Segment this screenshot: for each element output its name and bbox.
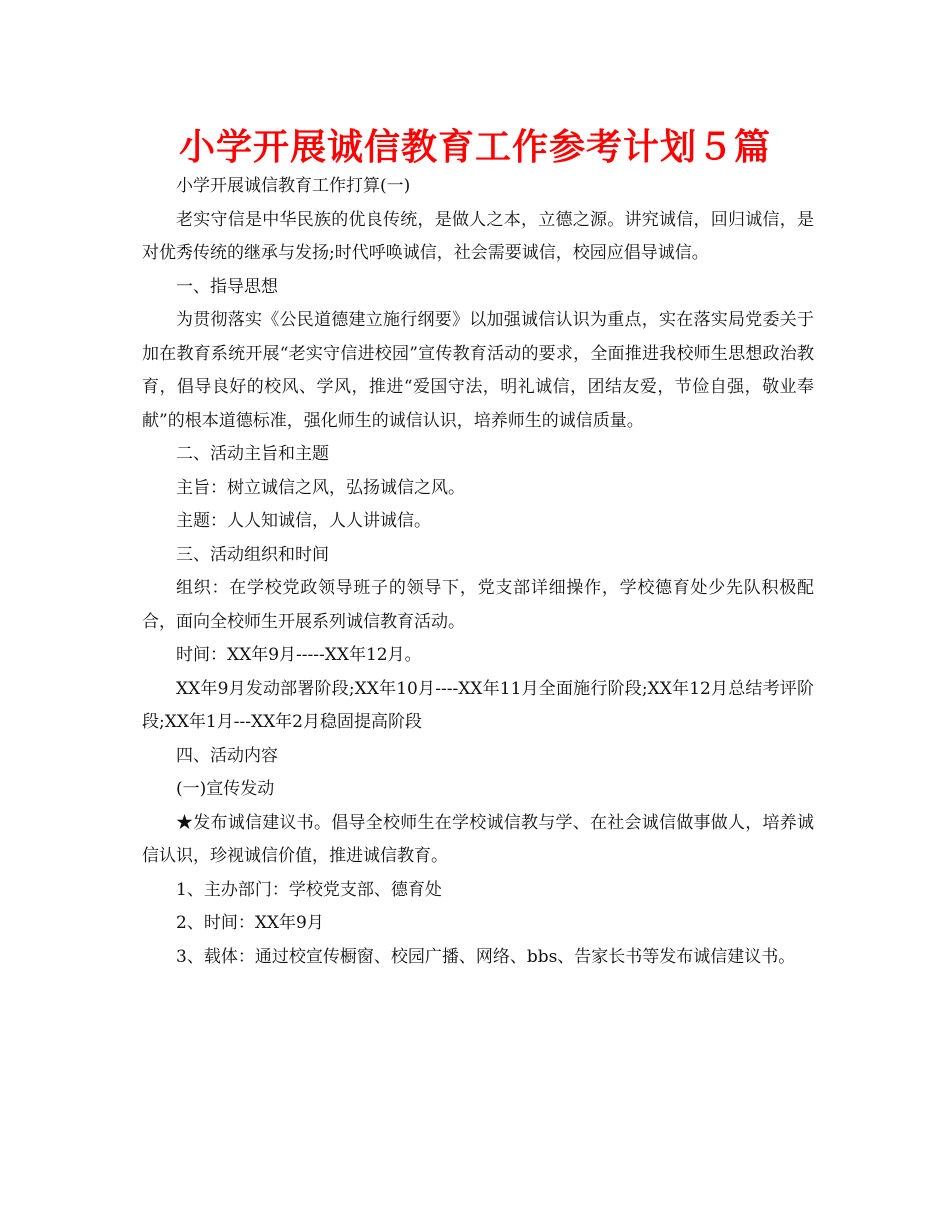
paragraph: 组织：在学校党政领导班子的领导下，党支部详细操作，学校德育处少先队积极配合，面向全校师生开展系列诚信教育活动。 [142,578,814,632]
paragraph: 老实守信是中华民族的优良传统，是做人之本，立德之源。讲究诚信，回归诚信，是对优秀传统的继承与发扬;时代呼唤诚信，社会需要诚信，校园应倡导诚信。 [142,209,814,263]
section-heading: 三、活动组织和时间 [176,544,329,565]
paragraph-subtitle: 小学开展诚信教育工作打算(一) [176,176,411,196]
document-title: 小学开展诚信教育工作参考计划５篇 [178,127,771,168]
paragraph: ★发布诚信建议书。倡导全校师生在学校诚信教与学、在社会诚信做事做人，培养诚信认识，珍视诚信价值，推进诚信教育。 [142,812,814,866]
section-heading: 四、活动内容 [176,745,278,766]
section-heading: 二、活动主旨和主题 [176,444,329,464]
document-body [142,170,814,974]
paragraph: 为贯彻落实《公民道德建立施行纲要》以加强诚信认识为重点，实在落实局党委关于加在教育系统开展“老实守信进校园”宣传教育活动的要求，全面推进我校师生思想政治教育，倡导良好的校风、学风，推进“爱国守法，明礼诚信，团结友爱，节俭自强，敬业奉献”的根本道德标准，强化师生的诚信认识，培养师生的诚信质量。 [142,310,814,431]
list-item: 1、主办部门：学校党支部、德育处 [176,879,442,900]
list-item: 2、时间：XX年9月 [176,913,324,933]
section-heading: 一、指导思想 [176,276,278,297]
paragraph: 主题：人人知诚信，人人讲诚信。 [176,511,431,531]
paragraph: 主旨：树立诚信之风，弘扬诚信之风。 [176,477,465,498]
paragraph: XX年9月发动部署阶段;XX年10月----XX年11月全面施行阶段;XX年12月总结考评阶段;XX年1月---XX年2月稳固提高阶段 [142,678,814,732]
paragraph: 时间：XX年9月-----XX年12月。 [176,645,422,665]
list-item: 3、载体：通过校宣传橱窗、校园广播、网络、bbs、告家长书等发布诚信建议书。 [176,946,796,967]
sub-heading: (一)宣传发动 [176,779,275,799]
